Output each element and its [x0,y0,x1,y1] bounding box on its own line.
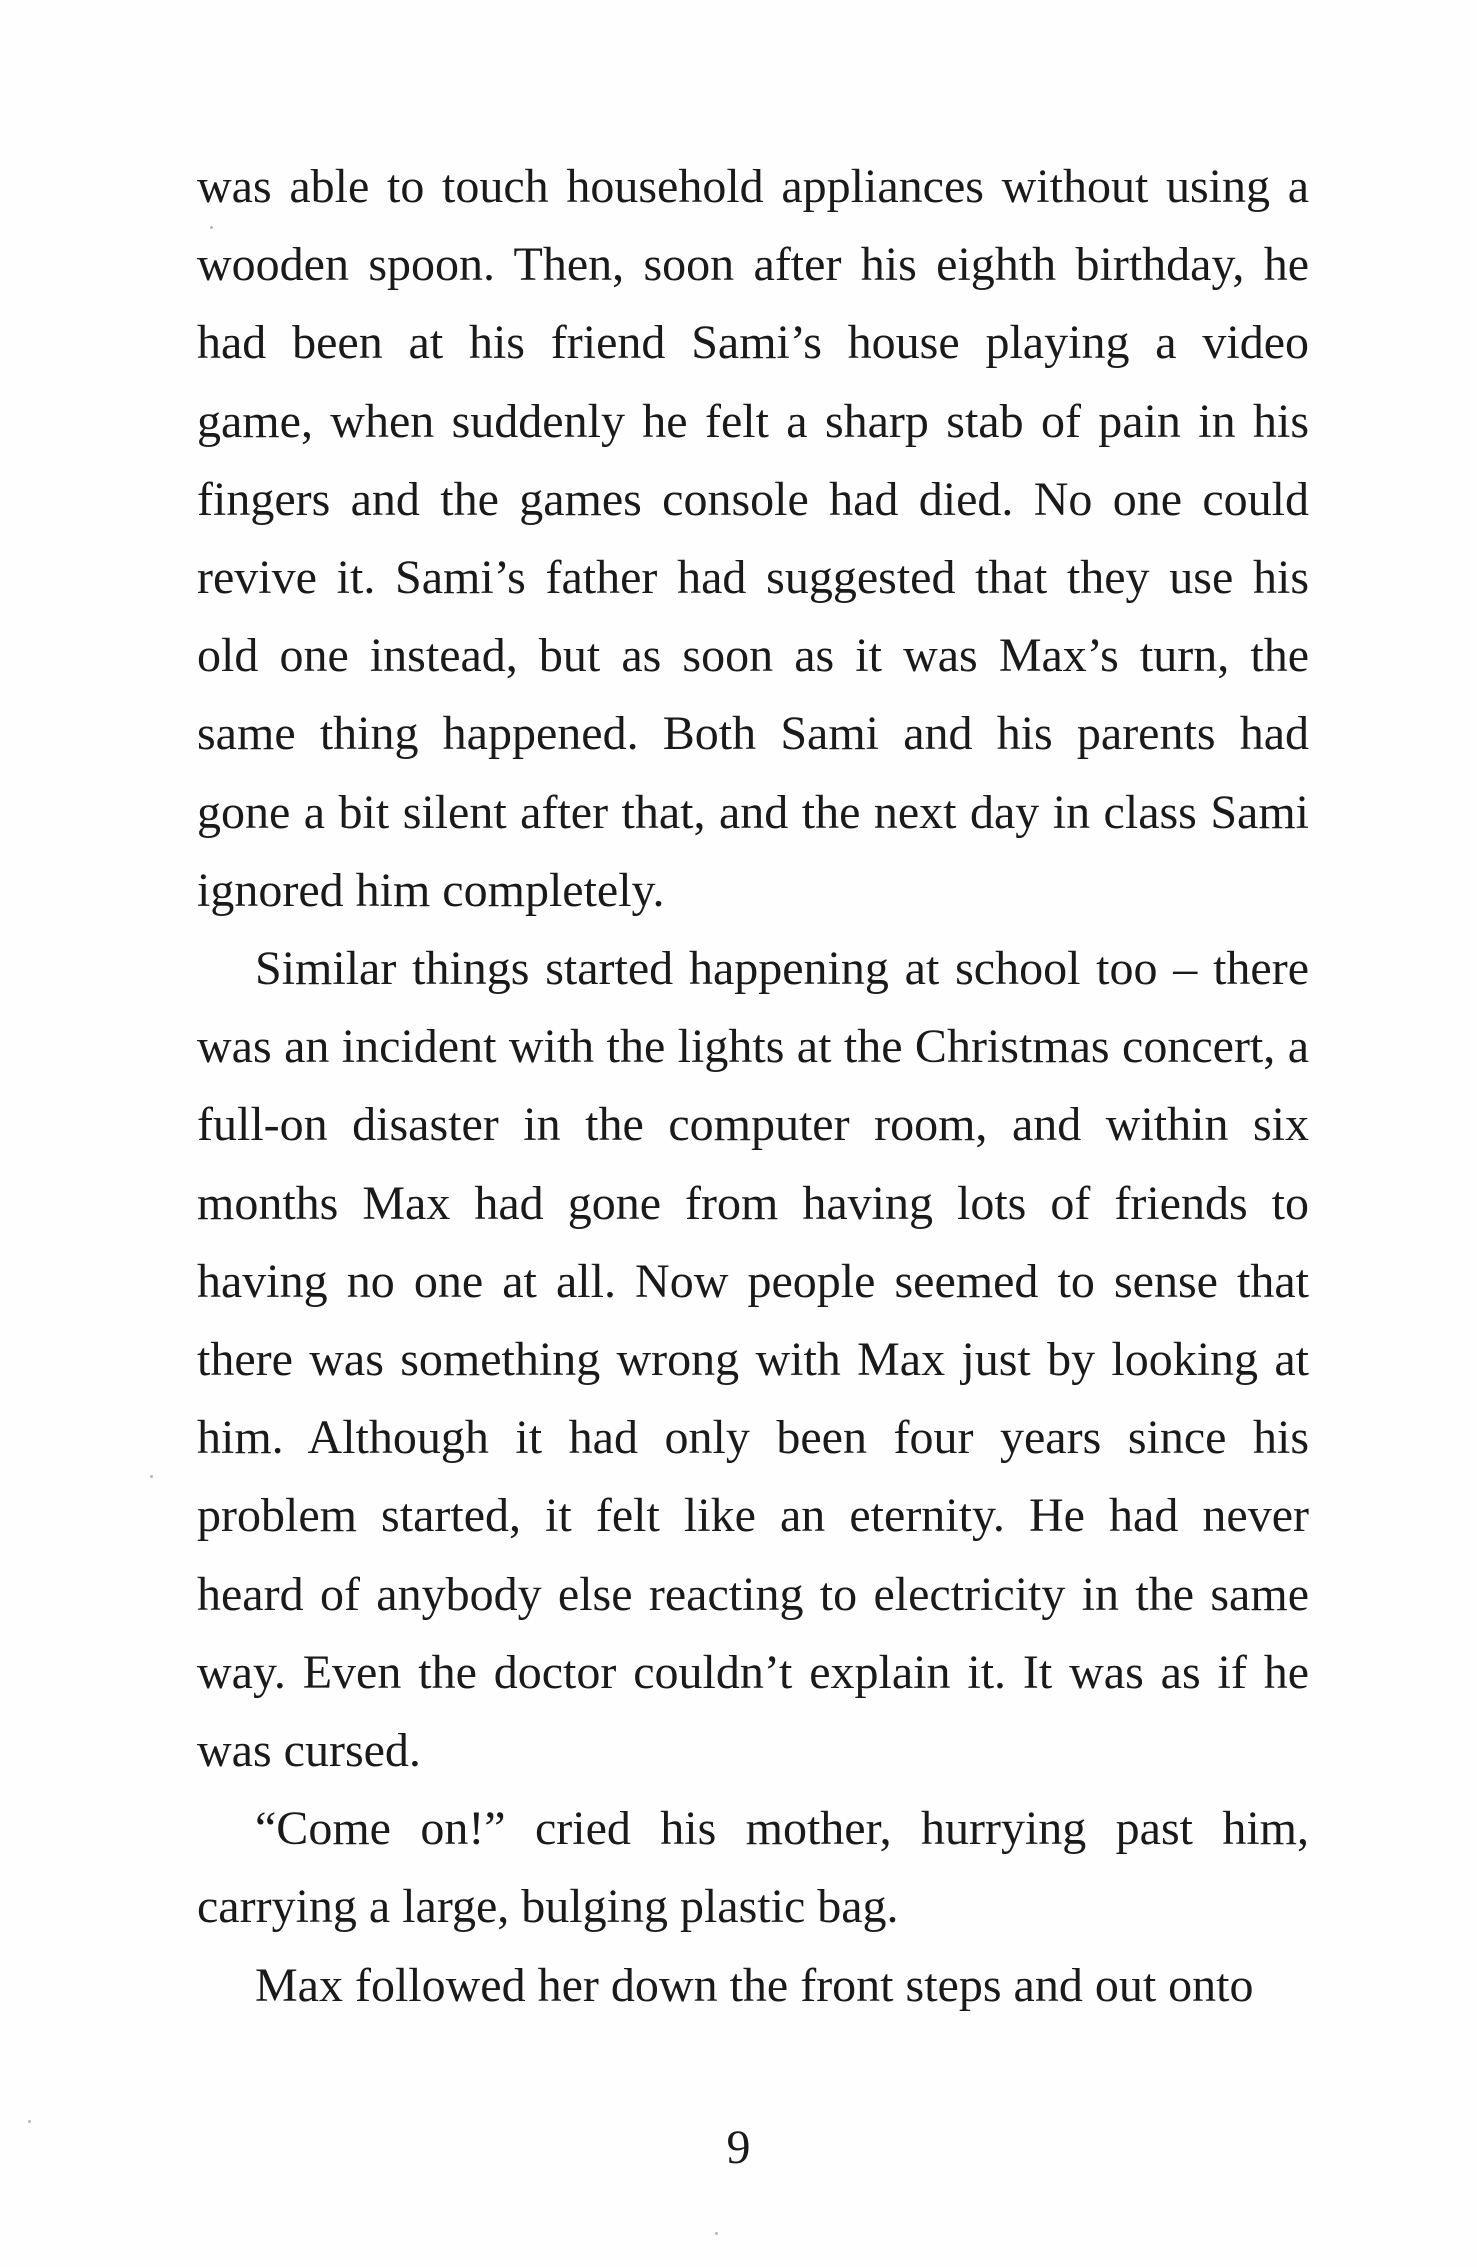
paragraph: Similar things started happening at school too – there was an incident with the lights at the Christmas concert, a full-on disaster in the computer room, and within six months Max had gone from having lots of friends to having no one at all. Now people seemed to sense that there was something wrong with Max just by looking at him. Although it had only been four years since his problem started, it felt like an eternity. He had never heard of anybody else reacting to electricity in the same way. Even the doctor couldn’t explain it. It was as if he was cursed. [197,942,1309,1778]
body-text [197,148,1309,2025]
paragraph: “Come on!” cried his mother, hurrying past him, carrying a large, bulging plastic bag. [197,1802,1309,1934]
scan-speck [210,226,213,229]
paragraph: was able to touch household appliances without using a wooden spoon. Then, soon after his eighth birthday, he had been at his friend Sami’s house playing a video game, when suddenly he felt a sharp stab of pain in his fingers and the games console had died. No one could revive it. Sami’s father had suggested that they use his old one instead, but as soon as it was Max’s turn, the same thing happened. Both Sami and his parents had gone a bit silent after that, and the next day in class Sami ignored him completely. [197,160,1309,917]
paragraph: Max followed her down the front steps and out onto [255,1958,1254,2012]
scan-speck [28,2120,31,2123]
scan-speck [715,2232,718,2235]
page-number: 9 [726,2121,751,2174]
scan-speck [150,1475,153,1478]
